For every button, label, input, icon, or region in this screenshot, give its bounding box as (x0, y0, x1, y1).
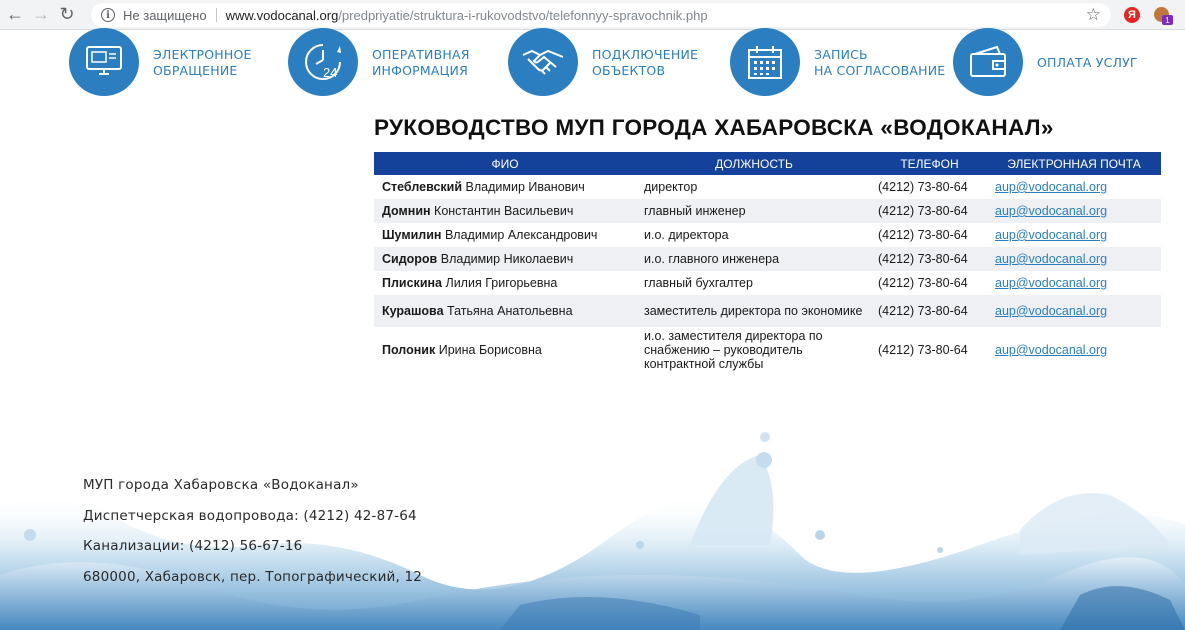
reload-icon[interactable]: ↻ (59, 4, 75, 24)
email-link[interactable]: aup@vodocanal.org (995, 252, 1108, 266)
url-host: www.vodocanal.org (225, 7, 339, 23)
table-row (374, 175, 1161, 199)
given-names: Константин Васильевич (434, 204, 574, 218)
cell-name (374, 271, 636, 295)
cell-email (987, 247, 1161, 271)
bookmark-star-icon[interactable]: ☆ (1085, 5, 1101, 24)
footer-dispatch-phone: Диспетчерская водопровода: (4212) 42-87-64 (83, 508, 417, 524)
cell-phone: (4212) 73-80-64 (878, 228, 968, 242)
cell-phone: (4212) 73-80-64 (872, 295, 987, 327)
table-row (374, 247, 1161, 271)
surname: Полоник (382, 343, 436, 357)
service-label: ЭЛЕКТРОННОЕ ОБРАЩЕНИЕ (153, 47, 252, 78)
cell-name (374, 199, 636, 223)
insecure-label: Не защищено (123, 7, 207, 23)
given-names: Татьяна Анатольевна (447, 304, 573, 318)
service-operative-info[interactable] (288, 30, 470, 96)
cell-name (374, 327, 636, 373)
cell-position: и.о. директора (644, 228, 729, 242)
wallet-icon (953, 28, 1023, 96)
calendar-icon (730, 28, 800, 96)
extension-badge: 1 (1162, 15, 1173, 25)
footer-address: 680000, Хабаровск, пер. Топографический, 12 (83, 569, 423, 585)
service-label: ПОДКЛЮЧЕНИЕ ОБЪЕКТОВ (592, 47, 699, 78)
header-name: ФИО (374, 152, 636, 175)
table-row (374, 271, 1161, 295)
cell-name (374, 247, 636, 271)
email-link[interactable]: aup@vodocanal.org (995, 180, 1108, 194)
cell-phone: (4212) 73-80-64 (878, 180, 968, 194)
service-payment[interactable] (953, 30, 1138, 96)
computer-icon (69, 28, 139, 96)
email-link[interactable]: aup@vodocanal.org (995, 228, 1108, 242)
table-row (374, 327, 1161, 373)
clock-24-icon (288, 28, 358, 96)
given-names: Ирина Борисовна (438, 343, 542, 357)
cell-phone: (4212) 73-80-64 (878, 276, 968, 290)
surname: Сидоров (382, 252, 438, 266)
table-row (374, 295, 1161, 327)
omnibox-divider (216, 8, 217, 22)
service-approval[interactable] (730, 30, 945, 96)
handshake-icon (508, 28, 578, 96)
header-position: ДОЛЖНОСТЬ (636, 152, 872, 175)
given-names: Владимир Иванович (465, 180, 585, 194)
surname: Стеблевский (382, 180, 463, 194)
service-label: ОПЕРАТИВНАЯ ИНФОРМАЦИЯ (372, 47, 470, 78)
cell-position: директор (644, 180, 698, 194)
given-names: Владимир Александрович (444, 228, 598, 242)
cell-position: и.о. заместителя директора по снабжению – руководитель контрактной службы (644, 329, 823, 371)
surname: Плискина (382, 276, 443, 290)
given-names: Владимир Николаевич (440, 252, 574, 266)
cell-position: и.о. главного инженера (636, 247, 872, 271)
footer-org-name: МУП города Хабаровска «Водоканал» (83, 477, 359, 493)
cell-email (987, 175, 1161, 199)
surname: Домнин (382, 204, 431, 218)
service-electronic-appeal[interactable] (69, 30, 252, 96)
cell-phone: (4212) 73-80-64 (872, 199, 987, 223)
yandex-extension-icon[interactable]: Я (1124, 7, 1140, 23)
email-link[interactable]: aup@vodocanal.org (995, 343, 1108, 357)
back-arrow-icon[interactable]: ← (6, 4, 24, 24)
cell-email (987, 327, 1161, 373)
footer-sewer-phone: Канализации: (4212) 56-67-16 (83, 538, 303, 554)
email-link[interactable]: aup@vodocanal.org (995, 276, 1108, 290)
cell-position: заместитель директора по экономике (636, 295, 872, 327)
cell-position: главный инженер (636, 199, 872, 223)
email-link[interactable]: aup@vodocanal.org (995, 304, 1108, 318)
address-bar[interactable] (91, 3, 1111, 27)
page-title: РУКОВОДСТВО МУП ГОРОДА ХАБАРОВСКА «ВОДОКАНАЛ» (374, 115, 1054, 140)
given-names: Лилия Григорьевна (445, 276, 558, 290)
surname: Шумилин (382, 228, 442, 242)
surname: Курашова (382, 304, 444, 318)
service-connection[interactable] (508, 30, 698, 96)
cell-phone: (4212) 73-80-64 (878, 343, 968, 357)
staff-table (374, 152, 1161, 373)
svg-text:24: 24 (323, 65, 338, 80)
cell-name (374, 223, 636, 247)
service-label: ОПЛАТА УСЛУГ (1037, 55, 1138, 70)
email-link[interactable]: aup@vodocanal.org (995, 204, 1108, 218)
service-label: ЗАПИСЬ НА СОГЛАСОВАНИЕ (814, 47, 946, 78)
cell-position: главный бухгалтер (644, 276, 753, 290)
table-row (374, 199, 1161, 223)
header-email: ЭЛЕКТРОННАЯ ПОЧТА (987, 152, 1161, 175)
header-phone: ТЕЛЕФОН (872, 152, 987, 175)
info-icon[interactable]: i (101, 8, 115, 22)
forward-arrow-icon[interactable]: → (32, 4, 50, 24)
table-row (374, 223, 1161, 247)
cell-email (987, 271, 1161, 295)
cell-email (987, 295, 1161, 327)
cell-email (987, 223, 1161, 247)
cell-name (374, 295, 636, 327)
cell-phone: (4212) 73-80-64 (872, 247, 987, 271)
water-splash-background (0, 425, 1185, 630)
services-row (0, 30, 1185, 100)
url-path: /predpriyatie/struktura-i-rukovodstvo/telefonnyy-spravochnik.php (338, 7, 708, 23)
browser-toolbar (0, 0, 1185, 30)
cell-email (987, 199, 1161, 223)
footer (0, 425, 1185, 630)
table-header-row (374, 152, 1161, 175)
cell-name (374, 175, 636, 199)
